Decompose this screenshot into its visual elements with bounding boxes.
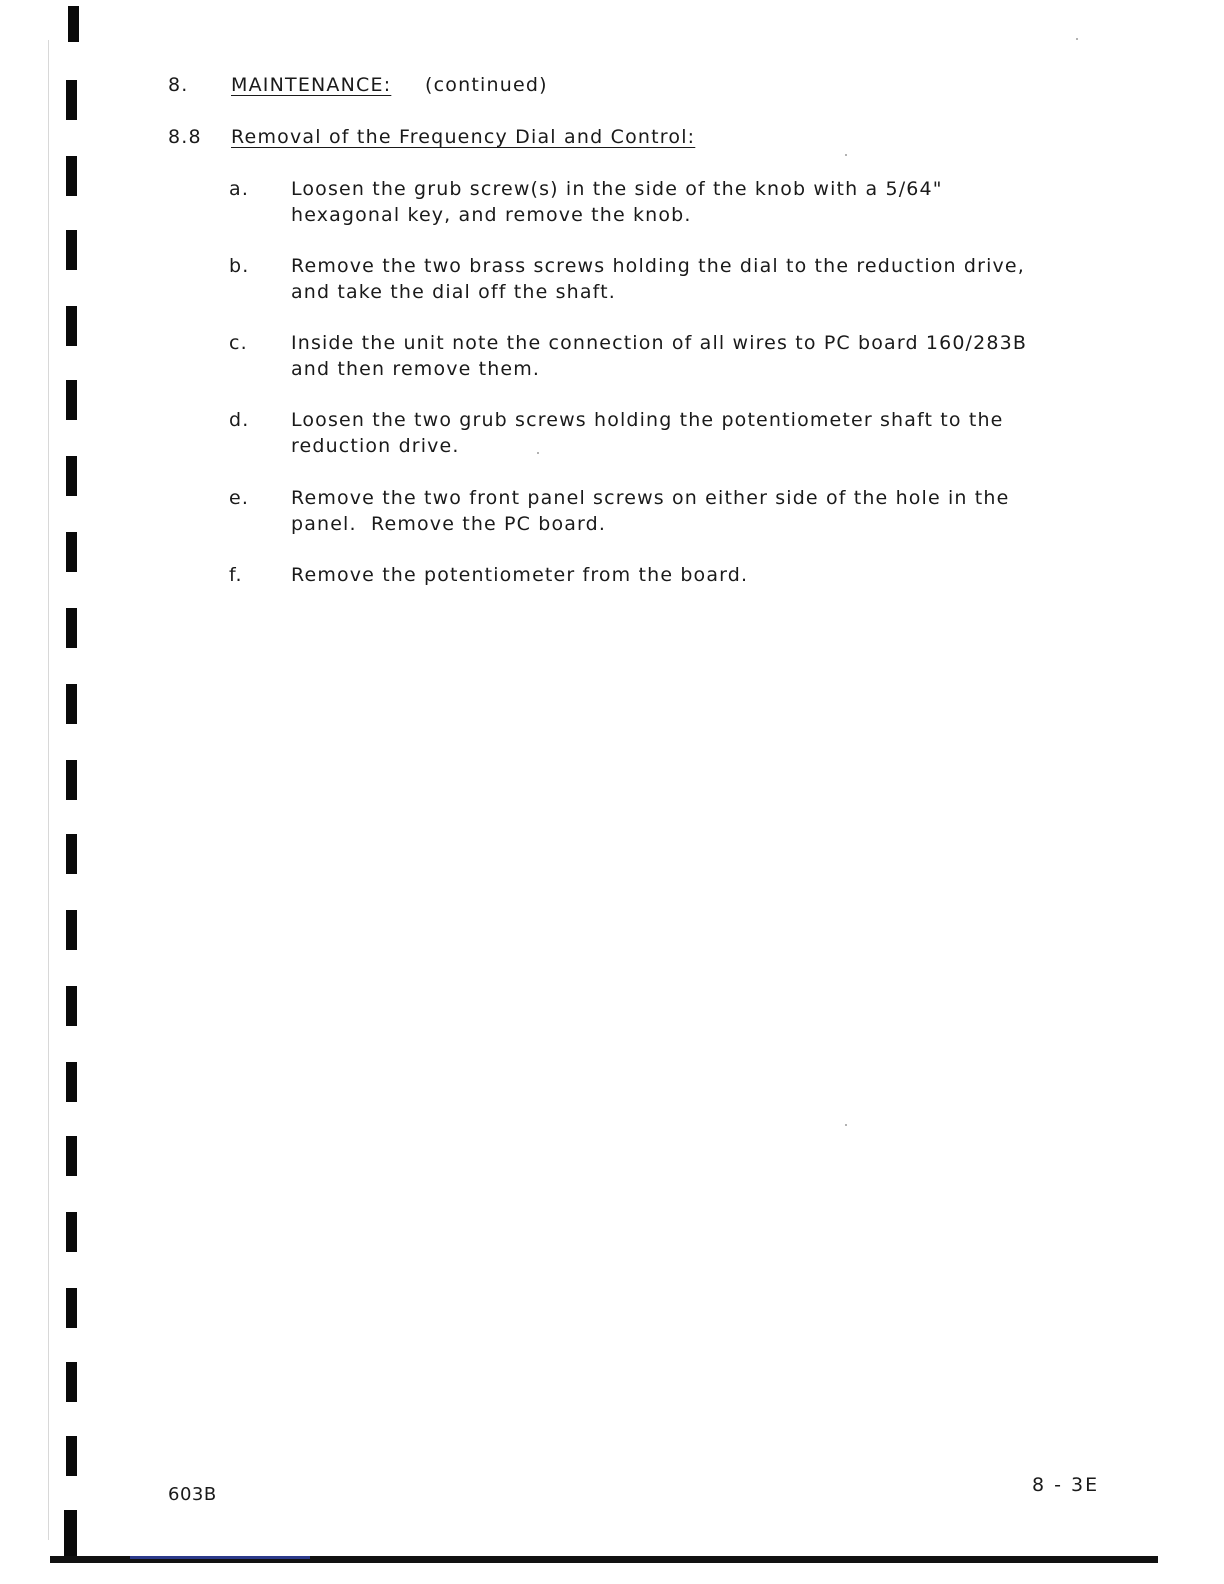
step-text — [291, 485, 1051, 537]
step-letter: c. — [229, 332, 248, 354]
punch-mark — [66, 306, 77, 346]
step-letter: b. — [229, 255, 250, 277]
step-line: reduction drive. — [291, 435, 460, 457]
binding-punch-strip — [62, 0, 78, 1584]
step-letter: a. — [229, 178, 250, 200]
punch-mark — [66, 230, 77, 270]
punch-mark — [66, 1436, 77, 1476]
punch-mark — [68, 6, 79, 42]
punch-mark — [66, 834, 77, 874]
step-line: Remove the two front panel screws on either side of the hole in the — [291, 487, 1010, 509]
step-line: hexagonal key, and remove the knob. — [291, 204, 692, 226]
step-text — [291, 562, 1051, 588]
punch-mark — [66, 380, 77, 420]
punch-mark — [66, 1136, 77, 1176]
footer-page-number: 8 - 3E — [1032, 1474, 1100, 1496]
step-line: and then remove them. — [291, 358, 541, 380]
scan-speck — [845, 1124, 847, 1126]
subsection-title: Removal of the Frequency Dial and Control: — [231, 126, 696, 148]
punch-mark — [66, 1062, 77, 1102]
step-text — [291, 330, 1051, 382]
punch-mark — [64, 1510, 77, 1556]
step-line: Loosen the grub screw(s) in the side of the knob with a 5/64" — [291, 178, 943, 200]
step-letter: e. — [229, 487, 250, 509]
step-line: Loosen the two grub screws holding the potentiometer shaft to the — [291, 409, 1004, 431]
subsection-number: 8.8 — [168, 126, 202, 148]
page-edge-line — [48, 40, 49, 1540]
section-number: 8. — [168, 74, 189, 96]
punch-mark — [66, 1212, 77, 1252]
footer-model-number: 603B — [168, 1484, 217, 1505]
step-letter: f. — [229, 564, 243, 586]
punch-mark — [66, 1362, 77, 1402]
scan-speck — [845, 154, 847, 156]
step-letter: d. — [229, 409, 250, 431]
punch-mark — [66, 156, 77, 196]
step-text — [291, 253, 1051, 305]
step-text — [291, 407, 1051, 459]
step-text — [291, 176, 1051, 228]
punch-mark — [66, 760, 77, 800]
section-continued: (continued) — [425, 74, 548, 96]
section-title: MAINTENANCE: — [231, 74, 392, 96]
step-line: and take the dial off the shaft. — [291, 281, 616, 303]
step-line: Remove the potentiometer from the board. — [291, 564, 749, 586]
step-line: panel. Remove the PC board. — [291, 513, 607, 535]
scan-speck — [1076, 38, 1078, 40]
punch-mark — [66, 608, 77, 648]
punch-mark — [66, 532, 77, 572]
step-line: Remove the two brass screws holding the dial to the reduction drive, — [291, 255, 1025, 277]
punch-mark — [66, 986, 77, 1026]
bottom-edge-rule — [50, 1556, 1158, 1563]
punch-mark — [66, 1288, 77, 1328]
step-line: Inside the unit note the connection of all wires to PC board 160/283B — [291, 332, 1028, 354]
punch-mark — [66, 456, 77, 496]
punch-mark — [66, 684, 77, 724]
punch-mark — [66, 910, 77, 950]
punch-mark — [66, 80, 77, 120]
